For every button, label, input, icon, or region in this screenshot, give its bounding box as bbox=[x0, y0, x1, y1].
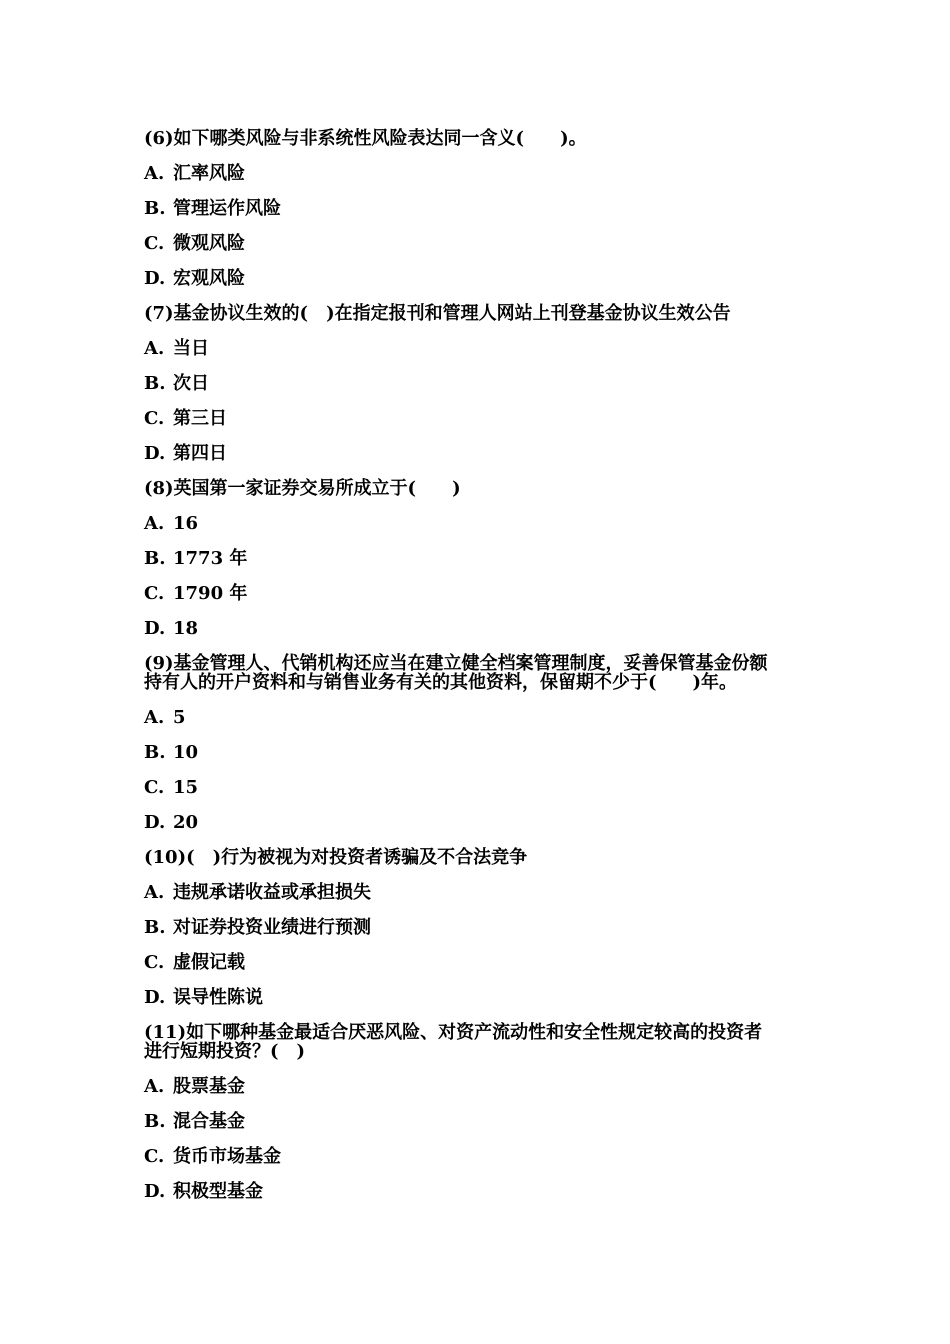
option-letter: B. bbox=[144, 742, 166, 763]
option-text: 对证券投资业绩进行预测 bbox=[173, 917, 371, 938]
option-letter: C. bbox=[144, 1146, 165, 1167]
option-text: 次日 bbox=[173, 373, 209, 394]
option-letter: C. bbox=[144, 583, 165, 604]
question-stem-line: (11)如下哪种基金最适合厌恶风险、对资产流动性和安全性规定较高的投资者 bbox=[144, 1022, 763, 1043]
option-text: 5 bbox=[173, 707, 186, 728]
option-c bbox=[144, 945, 824, 980]
option-a bbox=[144, 331, 824, 366]
option-text: 微观风险 bbox=[173, 233, 245, 254]
option-d bbox=[144, 261, 824, 296]
option-text: 股票基金 bbox=[173, 1076, 245, 1097]
question-9 bbox=[144, 646, 824, 840]
option-b bbox=[144, 366, 824, 401]
option-letter: D. bbox=[144, 268, 166, 289]
option-letter: A. bbox=[144, 338, 165, 359]
option-c bbox=[144, 226, 824, 261]
option-text: 混合基金 bbox=[173, 1111, 245, 1132]
option-a bbox=[144, 875, 824, 910]
option-letter: B. bbox=[144, 1111, 166, 1132]
option-letter: D. bbox=[144, 618, 166, 639]
option-a bbox=[144, 156, 824, 191]
option-text: 第三日 bbox=[173, 408, 227, 429]
option-text: 汇率风险 bbox=[173, 163, 245, 184]
option-text: 虚假记载 bbox=[173, 952, 245, 973]
option-text: 当日 bbox=[173, 338, 209, 359]
option-a bbox=[144, 1069, 824, 1104]
question-stem bbox=[144, 1015, 824, 1069]
option-letter: D. bbox=[144, 1181, 166, 1202]
question-8 bbox=[144, 471, 824, 646]
option-letter: A. bbox=[144, 163, 165, 184]
option-b bbox=[144, 191, 824, 226]
option-letter: B. bbox=[144, 548, 166, 569]
option-text: 积极型基金 bbox=[173, 1181, 263, 1202]
option-letter: A. bbox=[144, 513, 165, 534]
option-text: 10 bbox=[173, 742, 199, 763]
option-d bbox=[144, 611, 824, 646]
question-6 bbox=[144, 121, 824, 296]
question-11 bbox=[144, 1015, 824, 1209]
option-text: 1790 年 bbox=[173, 583, 248, 604]
option-letter: B. bbox=[144, 917, 166, 938]
question-stem-line: 持有人的开户资料和与销售业务有关的其他资料，保留期不少于( )年。 bbox=[144, 672, 738, 693]
option-d bbox=[144, 436, 824, 471]
option-c bbox=[144, 576, 824, 611]
option-letter: C. bbox=[144, 408, 165, 429]
option-text: 1773 年 bbox=[173, 548, 248, 569]
option-d bbox=[144, 980, 824, 1015]
option-c bbox=[144, 1139, 824, 1174]
question-stem-line: (9)基金管理人、代销机构还应当在建立健全档案管理制度，妥善保管基金份额 bbox=[144, 653, 768, 674]
option-text: 第四日 bbox=[173, 443, 227, 464]
option-text: 18 bbox=[173, 618, 199, 639]
question-stem: (10)( )行为被视为对投资者诱骗及不合法竞争 bbox=[144, 847, 528, 868]
option-text: 违规承诺收益或承担损失 bbox=[173, 882, 371, 903]
option-letter: D. bbox=[144, 443, 166, 464]
option-letter: A. bbox=[144, 882, 165, 903]
question-list bbox=[144, 121, 824, 1209]
option-b bbox=[144, 735, 824, 770]
option-c bbox=[144, 770, 824, 805]
option-text: 误导性陈说 bbox=[173, 987, 263, 1008]
question-10 bbox=[144, 840, 824, 1015]
option-text: 宏观风险 bbox=[173, 268, 245, 289]
option-letter: B. bbox=[144, 373, 166, 394]
option-d bbox=[144, 805, 824, 840]
option-b bbox=[144, 1104, 824, 1139]
option-a bbox=[144, 506, 824, 541]
option-letter: D. bbox=[144, 987, 166, 1008]
question-stem-line: 进行短期投资？( ) bbox=[144, 1041, 306, 1062]
option-d bbox=[144, 1174, 824, 1209]
option-letter: D. bbox=[144, 812, 166, 833]
option-text: 管理运作风险 bbox=[173, 198, 281, 219]
question-stem bbox=[144, 646, 824, 700]
option-text: 20 bbox=[173, 812, 199, 833]
option-letter: A. bbox=[144, 707, 165, 728]
question-7 bbox=[144, 296, 824, 471]
question-stem: (6)如下哪类风险与非系统性风险表达同一含义( )。 bbox=[144, 128, 587, 149]
option-text: 16 bbox=[173, 513, 199, 534]
option-letter: C. bbox=[144, 233, 165, 254]
option-a bbox=[144, 700, 824, 735]
question-stem: (8)英国第一家证券交易所成立于( ) bbox=[144, 478, 461, 499]
option-text: 货币市场基金 bbox=[173, 1146, 281, 1167]
option-letter: B. bbox=[144, 198, 166, 219]
option-letter: C. bbox=[144, 952, 165, 973]
option-b bbox=[144, 910, 824, 945]
option-c bbox=[144, 401, 824, 436]
option-letter: A. bbox=[144, 1076, 165, 1097]
option-text: 15 bbox=[173, 777, 199, 798]
option-letter: C. bbox=[144, 777, 165, 798]
option-b bbox=[144, 541, 824, 576]
question-stem: (7)基金协议生效的( )在指定报刊和管理人网站上刊登基金协议生效公告 bbox=[144, 303, 731, 324]
